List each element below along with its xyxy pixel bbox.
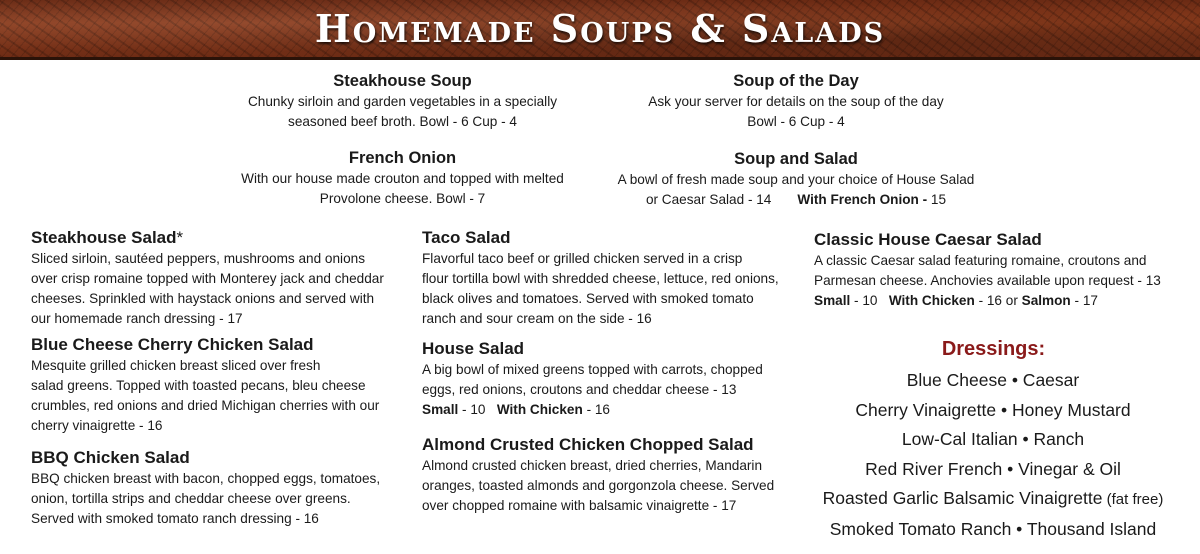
dressing-line: Blue Cheese • Caesar [906, 370, 1080, 390]
soup-desc-line: Bowl - 6 Cup - 4 [747, 114, 845, 129]
salad-desc-line: ranch and sour cream on the side - 16 [422, 311, 652, 326]
salad-name: BBQ Chicken Salad [31, 448, 190, 467]
salad-house [422, 338, 792, 420]
salad-desc-line: over crisp romaine topped with Monterey jack and cheddar [31, 271, 384, 286]
salad-name: Almond Crusted Chicken Chopped Salad [422, 435, 754, 454]
soup-name: French Onion [348, 149, 457, 167]
soup-desc-line: With our house made crouton and topped with melted [241, 171, 564, 186]
salad-name: House Salad [422, 339, 525, 358]
salad-options: Small - 10 With Chicken - 16 or Salmon - 17 [814, 293, 1098, 308]
soup-name: Soup of the Day [733, 72, 859, 90]
dressing-line: Cherry Vinaigrette • Honey Mustard [855, 399, 1131, 420]
soup-upgrade-price: 15 [927, 192, 947, 207]
salad-desc-line: BBQ chicken breast with bacon, chopped eggs, tomatoes, [31, 471, 381, 486]
soup-desc-line: seasoned beef broth. Bowl - 6 Cup - 4 [288, 114, 517, 129]
salad-desc-line: oranges, toasted almonds and gorgonzola cheese. Served [422, 478, 775, 493]
soup-desc-text: or Caesar Salad - 14 [645, 192, 772, 207]
salad-desc-line: salad greens. Topped with toasted pecans, bleu cheese [31, 378, 366, 393]
soup-name: Steakhouse Soup [333, 72, 472, 90]
salad-desc-line: Sliced sirloin, sautéed peppers, mushrooms and onions [31, 251, 365, 266]
soup-of-the-day [620, 70, 972, 132]
salad-desc-line: A classic Caesar salad featuring romaine, croutons and [814, 253, 1147, 268]
salad-steakhouse [31, 227, 401, 329]
soup-desc-line: A bowl of fresh made soup and your choice of House Salad [617, 172, 975, 187]
page-title: Homemade Soups & Salads [314, 6, 886, 51]
salad-desc-line: black olives and tomatoes. Served with smoked tomato [422, 291, 754, 306]
salad-name: Taco Salad [422, 228, 511, 247]
salad-taco [422, 227, 792, 329]
soup-steakhouse [230, 70, 575, 132]
salad-name: Classic House Caesar Salad [814, 230, 1042, 249]
salad-name: Steakhouse Salad* [31, 228, 184, 247]
salad-desc-line: flour tortilla bowl with shredded cheese, lettuce, red onions, [422, 271, 779, 286]
salad-mark: * [176, 228, 184, 247]
soup-and-salad [600, 148, 992, 210]
salad-almond-crusted-chicken [422, 434, 792, 516]
salad-desc-line: Mesquite grilled chicken breast sliced over fresh [31, 358, 321, 373]
salad-desc-line: crumbles, red onions and dried Michigan cherries with our [31, 398, 380, 413]
salad-desc-line: over chopped romaine with balsamic vinaigrette - 17 [422, 498, 737, 513]
soup-name: Soup and Salad [734, 150, 858, 168]
dressing-line: Low-Cal Italian • Ranch [901, 429, 1085, 449]
salad-name: Blue Cheese Cherry Chicken Salad [31, 335, 314, 354]
salad-bbq-chicken [31, 447, 401, 529]
salad-classic-caesar [814, 229, 1184, 311]
soup-french-onion [225, 147, 580, 209]
salad-desc-line: Flavorful taco beef or grilled chicken served in a crisp [422, 251, 743, 266]
salad-desc-line: eggs, red onions, croutons and cheddar cheese - 13 [422, 382, 737, 397]
salad-desc-line: Almond crusted chicken breast, dried cherries, Mandarin [422, 458, 763, 473]
dressing-line: Smoked Tomato Ranch • Thousand Island [829, 518, 1157, 539]
salad-desc-line: cheeses. Sprinkled with haystack onions and served with [31, 291, 375, 306]
dressing-line: Roasted Garlic Balsamic Vinaigrette (fat free) [822, 488, 1164, 508]
soup-desc-line [600, 190, 992, 210]
salad-desc-line: cherry vinaigrette - 16 [31, 418, 163, 433]
dressings-list [800, 366, 1186, 544]
header-banner [0, 0, 1200, 60]
salad-desc-line: Served with smoked tomato ranch dressing - 16 [31, 511, 319, 526]
dressing-line: Red River French • Vinegar & Oil [865, 458, 1121, 479]
salad-options: Small - 10 With Chicken - 16 [422, 402, 610, 417]
salad-desc-line: A big bowl of mixed greens topped with carrots, chopped [422, 362, 763, 377]
salad-desc-line: our homemade ranch dressing - 17 [31, 311, 243, 326]
salad-blue-cheese-cherry [31, 334, 401, 436]
soup-upgrade-label: With French Onion - [797, 192, 928, 207]
salad-desc-line: onion, tortilla strips and cheddar cheese over greens. [31, 491, 351, 506]
salad-desc-line: Parmesan cheese. Anchovies available upon request - 13 [814, 273, 1161, 288]
soup-desc-line: Provolone cheese. Bowl - 7 [319, 191, 486, 206]
soup-desc-line: Ask your server for details on the soup of the day [648, 94, 944, 109]
fat-free-note: (fat free) [1102, 491, 1164, 508]
soup-desc-line: Chunky sirloin and garden vegetables in a specially [247, 94, 558, 109]
dressings-title: Dressings: [941, 338, 1046, 360]
